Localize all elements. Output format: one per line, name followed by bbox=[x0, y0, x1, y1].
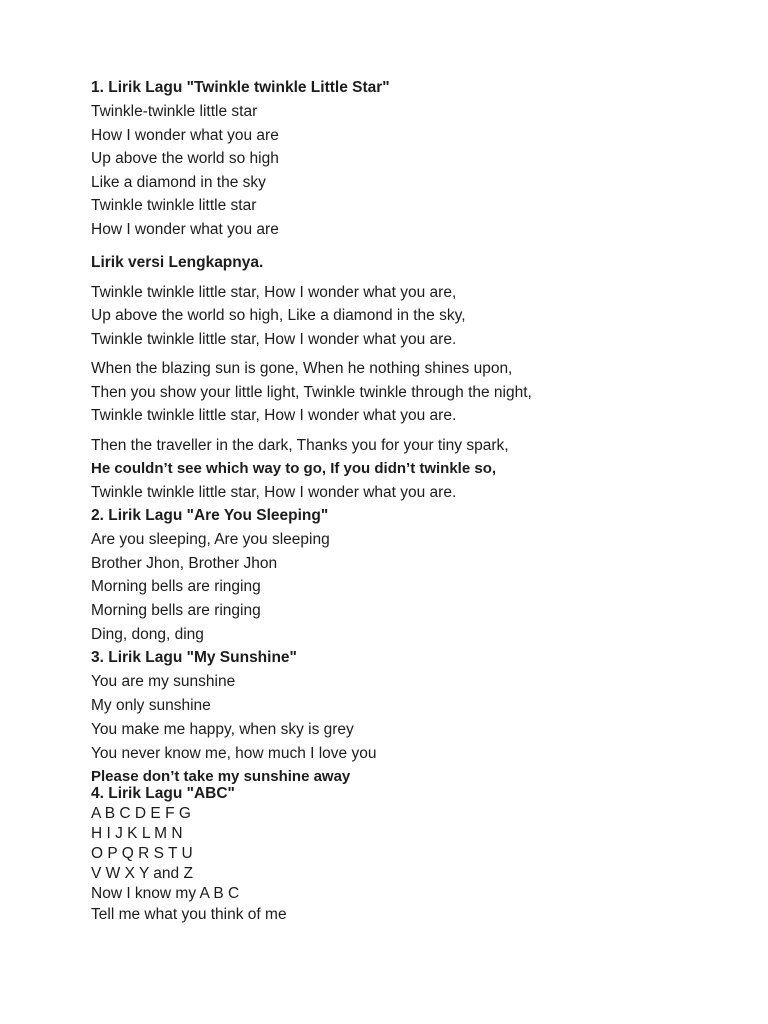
song4-line-1: A B C D E F G bbox=[91, 805, 191, 822]
full-stanza1-line-2: Up above the world so high, Like a diamond in the sky, bbox=[91, 307, 466, 324]
song1-line-5: Twinkle twinkle little star bbox=[91, 197, 257, 214]
song1-line-3: Up above the world so high bbox=[91, 150, 279, 167]
full-stanza1-line-1: Twinkle twinkle little star, How I wonder what you are, bbox=[91, 284, 457, 301]
song2-line-5: Ding, dong, ding bbox=[91, 626, 204, 643]
song4-line-2: H I J K L M N bbox=[91, 825, 183, 842]
song4-line-6: Tell me what you think of me bbox=[91, 906, 287, 923]
song3-line-3: You make me happy, when sky is grey bbox=[91, 721, 354, 738]
song3-line-2: My only sunshine bbox=[91, 697, 211, 714]
full-stanza3-line-1: Then the traveller in the dark, Thanks you for your tiny spark, bbox=[91, 437, 509, 454]
song2-line-4: Morning bells are ringing bbox=[91, 602, 261, 619]
full-stanza3-line-2: He couldn’t see which way to go, If you didn’t twinkle so, bbox=[91, 460, 497, 477]
song3-line-1: You are my sunshine bbox=[91, 673, 236, 690]
song4-line-4: V W X Y and Z bbox=[91, 865, 193, 882]
song4-title: 4. Lirik Lagu "ABC" bbox=[91, 785, 235, 802]
song3-line-5: Please don’t take my sunshine away bbox=[91, 768, 351, 785]
song2-line-2: Brother Jhon, Brother Jhon bbox=[91, 555, 278, 572]
song4-line-5: Now I know my A B C bbox=[91, 885, 240, 902]
song1-title: 1. Lirik Lagu "Twinkle twinkle Little Star" bbox=[91, 79, 390, 96]
full-stanza2-line-1: When the blazing sun is gone, When he nothing shines upon, bbox=[91, 360, 513, 377]
song2-line-3: Morning bells are ringing bbox=[91, 578, 261, 595]
song1-line-2: How I wonder what you are bbox=[91, 127, 279, 144]
full-stanza3-line-3: Twinkle twinkle little star, How I wonder what you are. bbox=[91, 484, 457, 501]
song2-line-1: Are you sleeping, Are you sleeping bbox=[91, 531, 330, 548]
song1-line-6: How I wonder what you are bbox=[91, 221, 279, 238]
full-stanza2-line-2: Then you show your little light, Twinkle twinkle through the night, bbox=[91, 384, 532, 401]
song1-line-4: Like a diamond in the sky bbox=[91, 174, 266, 191]
song2-title: 2. Lirik Lagu "Are You Sleeping" bbox=[91, 507, 329, 524]
full-stanza2-line-3: Twinkle twinkle little star, How I wonder what you are. bbox=[91, 407, 457, 424]
full-stanza1-line-3: Twinkle twinkle little star, How I wonder what you are. bbox=[91, 331, 457, 348]
full-version-title: Lirik versi Lengkapnya. bbox=[91, 254, 264, 271]
song4-line-3: O P Q R S T U bbox=[91, 845, 193, 862]
song1-line-1: Twinkle-twinkle little star bbox=[91, 103, 258, 120]
song3-title: 3. Lirik Lagu "My Sunshine" bbox=[91, 649, 297, 666]
song3-line-4: You never know me, how much I love you bbox=[91, 745, 377, 762]
